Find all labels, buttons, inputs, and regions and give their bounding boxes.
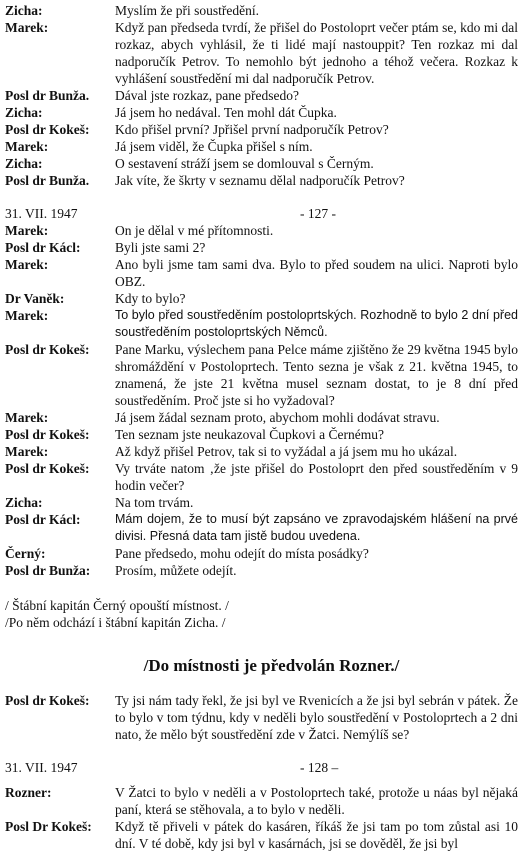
- utterance: Na tom trvám.: [115, 495, 194, 510]
- utterance: Prosím, můžete odejít.: [115, 563, 237, 578]
- dialogue-section-2: [5, 222, 518, 579]
- utterance: Kdy to bylo?: [115, 291, 186, 306]
- dialogue-row: [5, 784, 518, 818]
- utterance: Když tě přiveli v pátek do kasáren, říkáš že jsi tam po tom zůstal asi 10 dní. V té době, kdy jsi byl v kasárnách, jsi se dověděl, že jsi byl: [115, 819, 518, 851]
- dialogue-row: [5, 426, 518, 443]
- speaker: Marek:: [5, 257, 49, 272]
- utterance: Kdo přišel první? Jpřišel první nadporučík Petrov?: [115, 122, 389, 137]
- speaker: Marek:: [5, 223, 49, 238]
- speaker: Marek:: [5, 410, 49, 425]
- speaker: Marek:: [5, 444, 49, 459]
- page-date: 31. VII. 1947: [5, 206, 78, 221]
- utterance: Myslím že při soustředění.: [115, 3, 259, 18]
- section-heading: /Do místnosti je předvolán Rozner./: [143, 656, 400, 675]
- speaker: Posl dr Kokeš:: [5, 342, 90, 357]
- dialogue-row: [5, 104, 518, 121]
- dialogue-row: [5, 341, 518, 409]
- dialogue-row: [5, 692, 518, 743]
- page-break-line: [5, 759, 518, 776]
- speaker: Rozner:: [5, 785, 52, 800]
- speaker: Zicha:: [5, 105, 43, 120]
- speaker: Marek:: [5, 308, 49, 323]
- speaker: Posl dr Kokeš:: [5, 122, 90, 137]
- speaker: Posl dr Kokeš:: [5, 427, 90, 442]
- speaker: Posl dr Kácl:: [5, 512, 81, 527]
- dialogue-section-4: [5, 784, 518, 852]
- dialogue-row: [5, 443, 518, 460]
- speaker: Posl dr Bunža.: [5, 88, 90, 103]
- utterance: Když pan předseda tvrdí, že přišel do Postoloprt večer ptám se, kdo mi dal rozkaz, abych vyhlásil, že ti lidé mají nastouppit? Ten rozkaz mi dal nadporučík Petrov. To nemohlo být jednoho a téhož večera. Rozkaz k vyhlášení soustředění mi dal nadporučík Petrov.: [115, 20, 518, 86]
- dialogue-row: [5, 138, 518, 155]
- stage-note: / Štábní kapitán Černý opouští místnost. /: [5, 598, 229, 613]
- utterance: Já jsem viděl, že Čupka přišel s ním.: [115, 139, 313, 154]
- utterance: To bylo před soustředěním postoloprtských. Rozhodně to bylo 2 dní před soustředěním postoloprtských Němců.: [115, 308, 518, 339]
- speaker: Černý:: [5, 546, 46, 561]
- speaker: Marek:: [5, 20, 49, 35]
- speaker: Dr Vaněk:: [5, 291, 65, 306]
- page-number: - 127 -: [300, 206, 336, 221]
- speaker: Posl dr Kokeš:: [5, 693, 90, 708]
- utterance: Mám dojem, že to musí být zapsáno ve zpravodajském hlášení na prvé divisi. Přesná data tam jistě budou uvedena.: [115, 512, 518, 543]
- dialogue-row: [5, 239, 518, 256]
- dialogue-row: [5, 87, 518, 104]
- utterance: V Žatci to bylo v neděli a v Postoloprtech také, protože u náas byl nějaká paní, která se stěhovala, a to bylo v neděli.: [115, 785, 518, 817]
- dialogue-row: [5, 409, 518, 426]
- dialogue-row: [5, 562, 518, 579]
- utterance: Ten seznam jste neukazoval Čupkovi a Černému?: [115, 427, 384, 442]
- dialogue-row: [5, 2, 518, 19]
- speaker: Zicha:: [5, 3, 43, 18]
- stage-notes: [5, 597, 518, 631]
- page-number: - 128 –: [300, 760, 339, 775]
- dialogue-row: [5, 121, 518, 138]
- utterance: Pane Marku, výslechem pana Pelce máme zjištěno že 29 května 1945 bylo shromáždění v Postoloprtech. Tento sezna je však z 21. května 1945, to znamená, že jste 21 května musel seznam dostat, to je 8 dní před soustředěním. Proč jste si ho vyžadoval?: [115, 342, 518, 408]
- utterance: Já jsem ho nedával. Ten mohl dát Čupka.: [115, 105, 337, 120]
- utterance: Až když přišel Petrov, tak si to vyžádal a já jsem mu ho ukázal.: [115, 444, 458, 459]
- utterance: Já jsem žádal seznam proto, abychom mohli dodávat stravu.: [115, 410, 440, 425]
- dialogue-row: [5, 172, 518, 189]
- dialogue-row: [5, 460, 518, 494]
- speaker: Posl dr Kácl:: [5, 240, 81, 255]
- page-break-line: [5, 205, 518, 222]
- utterance: Dával jste rozkaz, pane předsedo?: [115, 88, 300, 103]
- utterance: Ano byli jsme tam sami dva. Bylo to před soudem na ulici. Naproti bylo OBZ.: [115, 257, 518, 289]
- speaker: Posl dr Bunža:: [5, 563, 91, 578]
- speaker: Posl dr Bunža.: [5, 173, 90, 188]
- utterance: Jak víte, že škrty v seznamu dělal nadporučík Petrov?: [115, 173, 405, 188]
- dialogue-row: [5, 256, 518, 290]
- dialogue-row: [5, 222, 518, 239]
- utterance: Ty jsi nám tady řekl, že jsi byl ve Rvenicích a že jsi byl sebrán v pátek. Že to bylo v tom týdnu, kdy v neděli bylo soustředění v Postoloprtech a 2 dni nato, že mělo být soustředění zde v Žatci. Nemýlíš se?: [115, 693, 518, 742]
- utterance: O sestavení stráží jsem se domlouval s Černým.: [115, 156, 374, 171]
- dialogue-row: [5, 290, 518, 307]
- dialogue-row: [5, 545, 518, 562]
- speaker: Zicha:: [5, 156, 43, 171]
- speaker: Posl Dr Kokeš:: [5, 819, 92, 834]
- dialogue-row: [5, 155, 518, 172]
- dialogue-row: [5, 511, 518, 545]
- speaker: Zicha:: [5, 495, 43, 510]
- spacer: [5, 776, 518, 784]
- page-date: 31. VII. 1947: [5, 760, 78, 775]
- dialogue-row: [5, 307, 518, 341]
- speaker: Posl dr Kokeš:: [5, 461, 90, 476]
- utterance: On je dělal v mé přítomnosti.: [115, 223, 274, 238]
- utterance: Byli jste sami 2?: [115, 240, 206, 255]
- stage-note: /Po něm odchází i štábní kapitán Zicha. /: [5, 615, 226, 630]
- dialogue-section-1: [5, 2, 518, 189]
- utterance: Vy trváte natom ‚že jste přišel do Postoloprt den před soustředěním v 9 hodin večer?: [115, 461, 518, 493]
- dialogue-row: [5, 19, 518, 87]
- utterance: Pane předsedo, mohu odejít do místa posádky?: [115, 546, 369, 561]
- dialogue-row: [5, 494, 518, 511]
- dialogue-row: [5, 818, 518, 852]
- speaker: Marek:: [5, 139, 49, 154]
- dialogue-section-3: [5, 692, 518, 743]
